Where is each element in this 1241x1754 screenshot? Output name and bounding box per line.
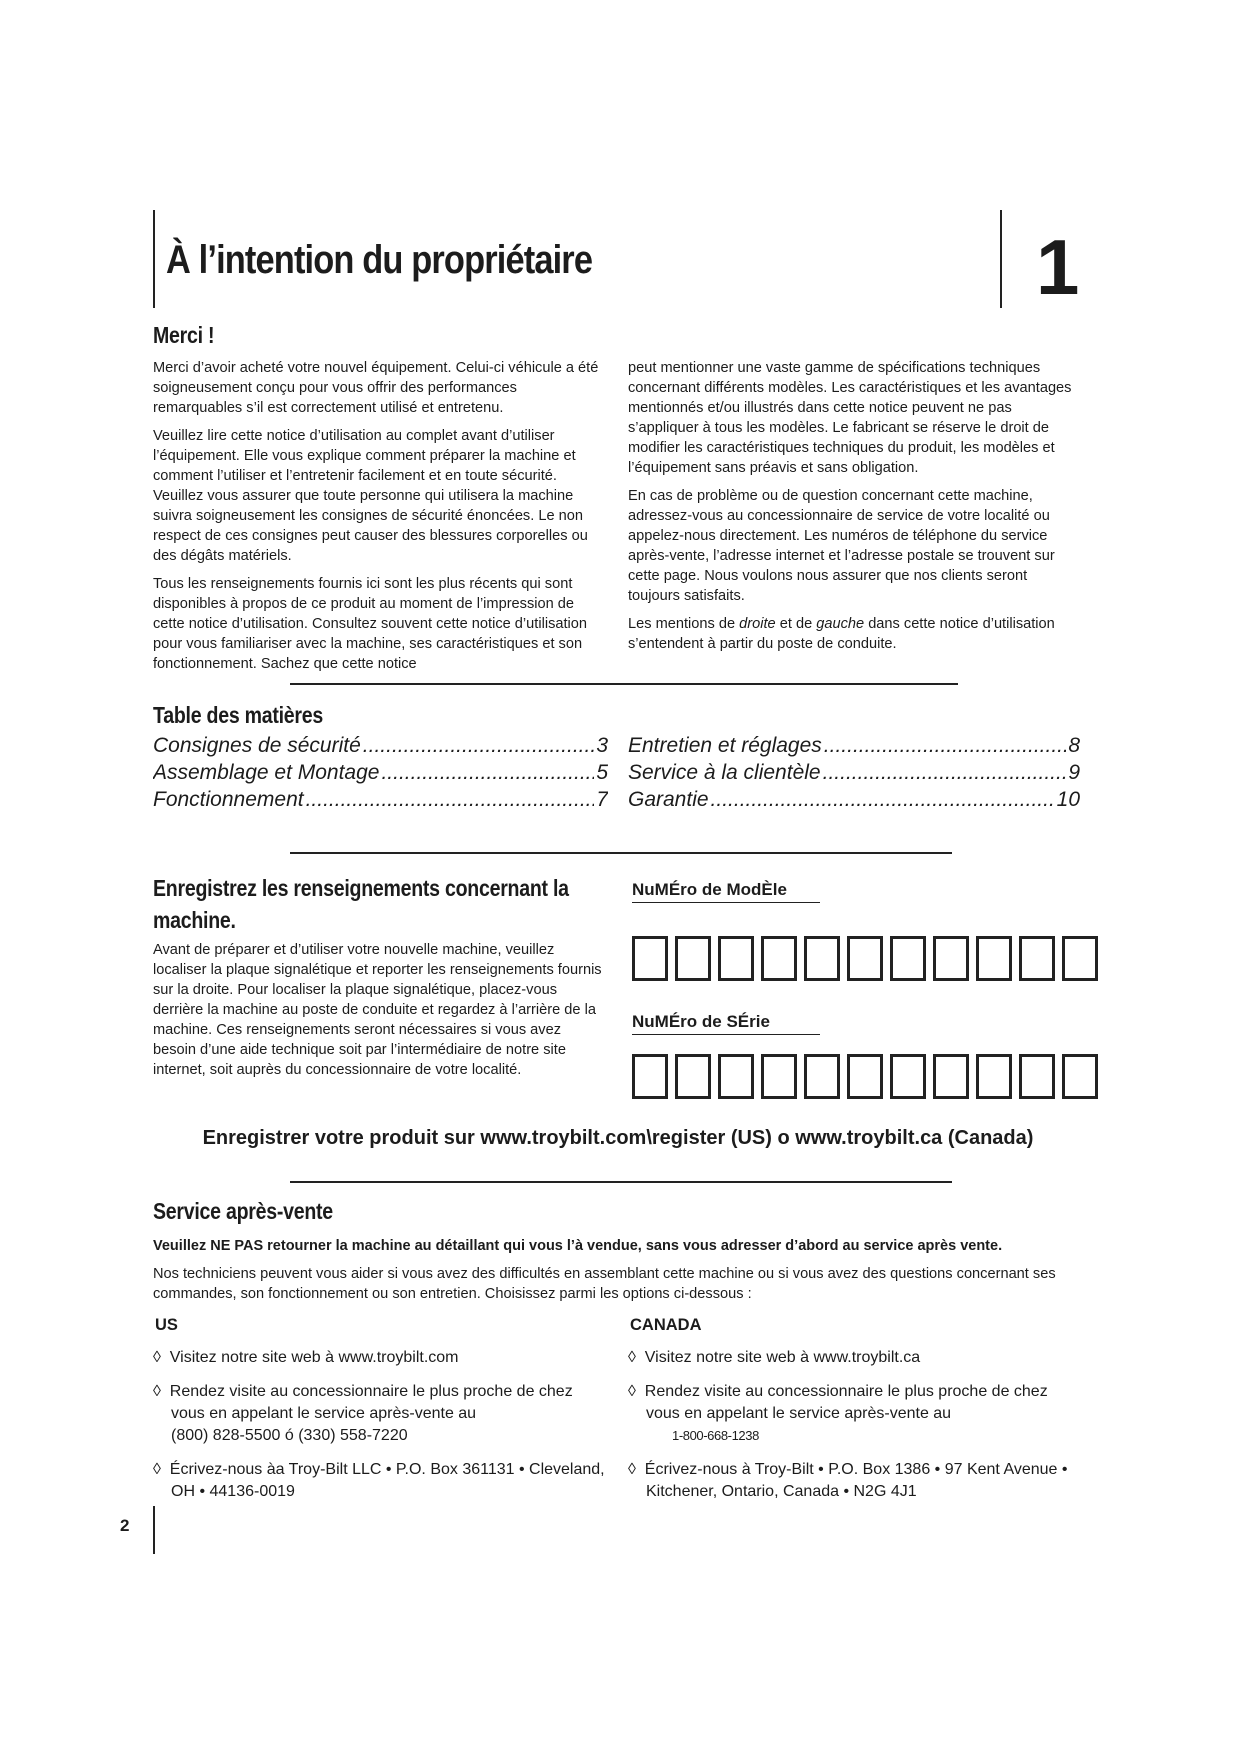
- option-text: Visitez notre site web à www.troybilt.ca: [644, 1349, 921, 1366]
- character-box[interactable]: [804, 1054, 840, 1099]
- toc-entry[interactable]: [153, 732, 608, 759]
- divider: [290, 1181, 952, 1183]
- service-us-column: [153, 1316, 608, 1515]
- diamond-bullet-icon: ◊: [153, 1349, 161, 1366]
- divider: [290, 683, 958, 685]
- thanks-paragraph: Tous les renseignements fournis ici sont les plus récents qui sont disponibles à propos de ce produit au moment de l’impression de cette notice d’utilisation. Consultez souvent cette notice d’utilisation pour vous familiariser avec la machine, ses caractéristiques et son fonctionnement. Sachez que cette notice: [153, 576, 588, 672]
- thanks-paragraph: peut mentionner une vaste gamme de spécifications techniques concernant différents modèles. Les caractéristiques et les avantages mentionnés et/ou illustrés dans cette notice peuvent ne pas s’appliquer à tous les modèles. Le fabricant se réserve le droit de modifier les caractéristiques techniques du produit, les modèles et l’équipement sans préavis et sans obligation.: [628, 360, 1072, 476]
- canada-option-mail: [628, 1459, 1083, 1503]
- thanks-heading: Merci !: [153, 322, 215, 348]
- toc-heading: Table des matières: [153, 702, 323, 728]
- service-warning: Veuillez NE PAS retourner la machine au détaillant qui vous l’à vendue, sans vous adresser d’abord au service après vente.: [153, 1238, 1003, 1254]
- thanks-paragraph: En cas de problème ou de question concernant cette machine, adressez-vous au concessionnaire de service de votre localité ou appelez-nous directement. Les numéros de téléphone du service après-vente, l’adresse internet et l’adresse postale se trouvent sur cette page. Nous voulons nous assurer que nos clients seront toujours satisfaits.: [628, 488, 1055, 604]
- character-box[interactable]: [1062, 1054, 1098, 1099]
- toc-entry-page: 5: [596, 761, 608, 784]
- emphasis-droite: droite: [739, 616, 776, 632]
- footer-bar: [153, 1506, 155, 1554]
- text-run: et de: [775, 616, 817, 632]
- option-text: Rendez visite au concessionnaire le plus proche de chez vous en appelant le service après-vente au: [644, 1383, 1048, 1422]
- register-body: [153, 940, 608, 1088]
- toc-leader: [824, 732, 1067, 759]
- character-box[interactable]: [804, 936, 840, 981]
- toc-entry-label: Assemblage et Montage: [153, 761, 380, 784]
- canada-heading: CANADA: [630, 1316, 702, 1334]
- page-number: 2: [120, 1516, 130, 1535]
- serial-number-boxes[interactable]: [632, 1054, 1098, 1099]
- character-box[interactable]: [718, 936, 754, 981]
- toc-entry-label: Consignes de sécurité: [153, 734, 361, 757]
- character-box[interactable]: [1019, 936, 1055, 981]
- character-box[interactable]: [933, 936, 969, 981]
- model-number-label: NuMÉro de ModÈle: [632, 880, 820, 903]
- diamond-bullet-icon: ◊: [628, 1349, 636, 1366]
- service-canada-column: [628, 1316, 1083, 1515]
- toc-entry-page: 3: [596, 734, 608, 757]
- toc-leader: [306, 786, 595, 813]
- model-number-boxes[interactable]: [632, 936, 1098, 981]
- toc-entry-label: Fonctionnement: [153, 788, 304, 811]
- character-box[interactable]: [847, 1054, 883, 1099]
- text-run: dans cette notice d’utilisation s’entendent à partir du poste de conduite.: [628, 616, 1055, 652]
- character-box[interactable]: [890, 1054, 926, 1099]
- register-paragraph: Avant de préparer et d’utiliser votre nouvelle machine, veuillez localiser la plaque signalétique et reporter les renseignements fournis sur la droite. Pour localiser la plaque signalétique, placez-vous derrière la machine au poste de conduite et regardez à l’arrière de la machine. Ces renseignements seront nécessaires si vous avez besoin d’une aide technique soit par l’intermédiaire de notre site internet, soit auprès du concessionnaire de votre localité.: [153, 942, 602, 1078]
- thanks-paragraph: Merci d’avoir acheté votre nouvel équipement. Celui-ci véhicule a été soigneusement conçu pour vous offrir des performances remarquables s’il est correctement utilisé et entretenu.: [153, 360, 599, 416]
- canada-option-web: [628, 1347, 1083, 1369]
- toc-leader: [363, 732, 595, 759]
- us-option-web: [153, 1347, 608, 1369]
- toc-leader: [823, 759, 1067, 786]
- character-box[interactable]: [976, 936, 1012, 981]
- register-cta: Enregistrer votre produit sur www.troybilt.com\register (US) o www.troybilt.ca (Canada): [202, 1127, 1034, 1149]
- thanks-paragraph-orientation: [628, 614, 1083, 654]
- character-box[interactable]: [761, 936, 797, 981]
- character-box[interactable]: [933, 1054, 969, 1099]
- service-intro-text: Nos techniciens peuvent vous aider si vous avez des difficultés en assemblant cette machine ou si vous avez des questions concernant ses commandes, son fonctionnement ou son entretien. Choisissez parmi les options ci-dessous :: [153, 1266, 1056, 1302]
- text-run: Les mentions de: [628, 616, 740, 632]
- character-box[interactable]: [761, 1054, 797, 1099]
- toc-entry-page: 8: [1068, 734, 1080, 757]
- serial-number-label: NuMÉro de SÉrie: [632, 1012, 820, 1035]
- emphasis-gauche: gauche: [816, 616, 865, 632]
- option-text: Écrivez-nous à Troy-Bilt • P.O. Box 1386 • 97 Kent Avenue • Kitchener, Ontario, Canada • N2G 4J1: [644, 1461, 1068, 1500]
- character-box[interactable]: [847, 936, 883, 981]
- character-box[interactable]: [675, 1054, 711, 1099]
- header-right-bar: [1000, 210, 1002, 308]
- character-box[interactable]: [718, 1054, 754, 1099]
- character-box[interactable]: [632, 936, 668, 981]
- canada-phone-number: 1-800-668-1238: [672, 1428, 759, 1443]
- toc-entry[interactable]: [628, 732, 1080, 759]
- diamond-bullet-icon: ◊: [628, 1383, 636, 1400]
- toc-entry[interactable]: [153, 786, 608, 813]
- chapter-number: 1: [1036, 223, 1080, 311]
- toc-left-column: [153, 732, 608, 813]
- toc-entry-label: Garantie: [628, 788, 709, 811]
- thanks-paragraph: Veuillez lire cette notice d’utilisation au complet avant d’utiliser l’équipement. Elle vous explique comment préparer la machine et comment l’utiliser et l’entretenir facilement et en toute sécurité. Veuillez vous assurer que toute personne qui utilisera la machine suivra soigneusement les consignes de sécurité énoncées. Le non respect de ces consignes peut causer des blessures corporelles ou des dégâts matériels.: [153, 428, 588, 564]
- character-box[interactable]: [1019, 1054, 1055, 1099]
- us-option-phone: [153, 1381, 608, 1447]
- service-intro: [153, 1264, 1073, 1312]
- toc-entry-page: 10: [1056, 788, 1080, 811]
- character-box[interactable]: [632, 1054, 668, 1099]
- page-title: À l’intention du propriétaire: [166, 238, 593, 282]
- diamond-bullet-icon: ◊: [153, 1383, 161, 1400]
- option-text: Visitez notre site web à www.troybilt.com: [169, 1349, 459, 1366]
- register-heading-line: Enregistrez les renseignements concernant la: [153, 875, 569, 901]
- us-phone-number: (800) 828-5500 ó (330) 558-7220: [171, 1427, 408, 1444]
- toc-right-column: [628, 732, 1080, 813]
- toc-entry[interactable]: [153, 759, 608, 786]
- character-box[interactable]: [1062, 936, 1098, 981]
- register-heading: [153, 872, 569, 936]
- register-heading-line: machine.: [153, 907, 236, 933]
- option-text: Écrivez-nous àa Troy-Bilt LLC • P.O. Box 361131 • Cleveland, OH • 44136-0019: [169, 1461, 605, 1500]
- toc-entry-label: Service à la clientèle: [628, 761, 821, 784]
- character-box[interactable]: [976, 1054, 1012, 1099]
- toc-entry[interactable]: [628, 759, 1080, 786]
- us-heading: US: [155, 1316, 178, 1334]
- thanks-column-2: [628, 358, 1083, 662]
- character-box[interactable]: [675, 936, 711, 981]
- service-heading: Service après-vente: [153, 1198, 333, 1224]
- toc-entry[interactable]: [628, 786, 1080, 813]
- toc-leader: [711, 786, 1055, 813]
- character-box[interactable]: [890, 936, 926, 981]
- toc-entry-page: 9: [1068, 761, 1080, 784]
- us-option-mail: [153, 1459, 608, 1503]
- diamond-bullet-icon: ◊: [628, 1461, 636, 1478]
- diamond-bullet-icon: ◊: [153, 1461, 161, 1478]
- header-left-bar: [153, 210, 155, 308]
- toc-leader: [381, 759, 594, 786]
- option-text: Rendez visite au concessionnaire le plus proche de chez vous en appelant le service après-vente au: [169, 1383, 573, 1422]
- thanks-column-1: [153, 358, 608, 682]
- toc-entry-label: Entretien et réglages: [628, 734, 822, 757]
- divider: [290, 852, 952, 854]
- canada-option-phone: [628, 1381, 1083, 1447]
- toc-entry-page: 7: [596, 788, 608, 811]
